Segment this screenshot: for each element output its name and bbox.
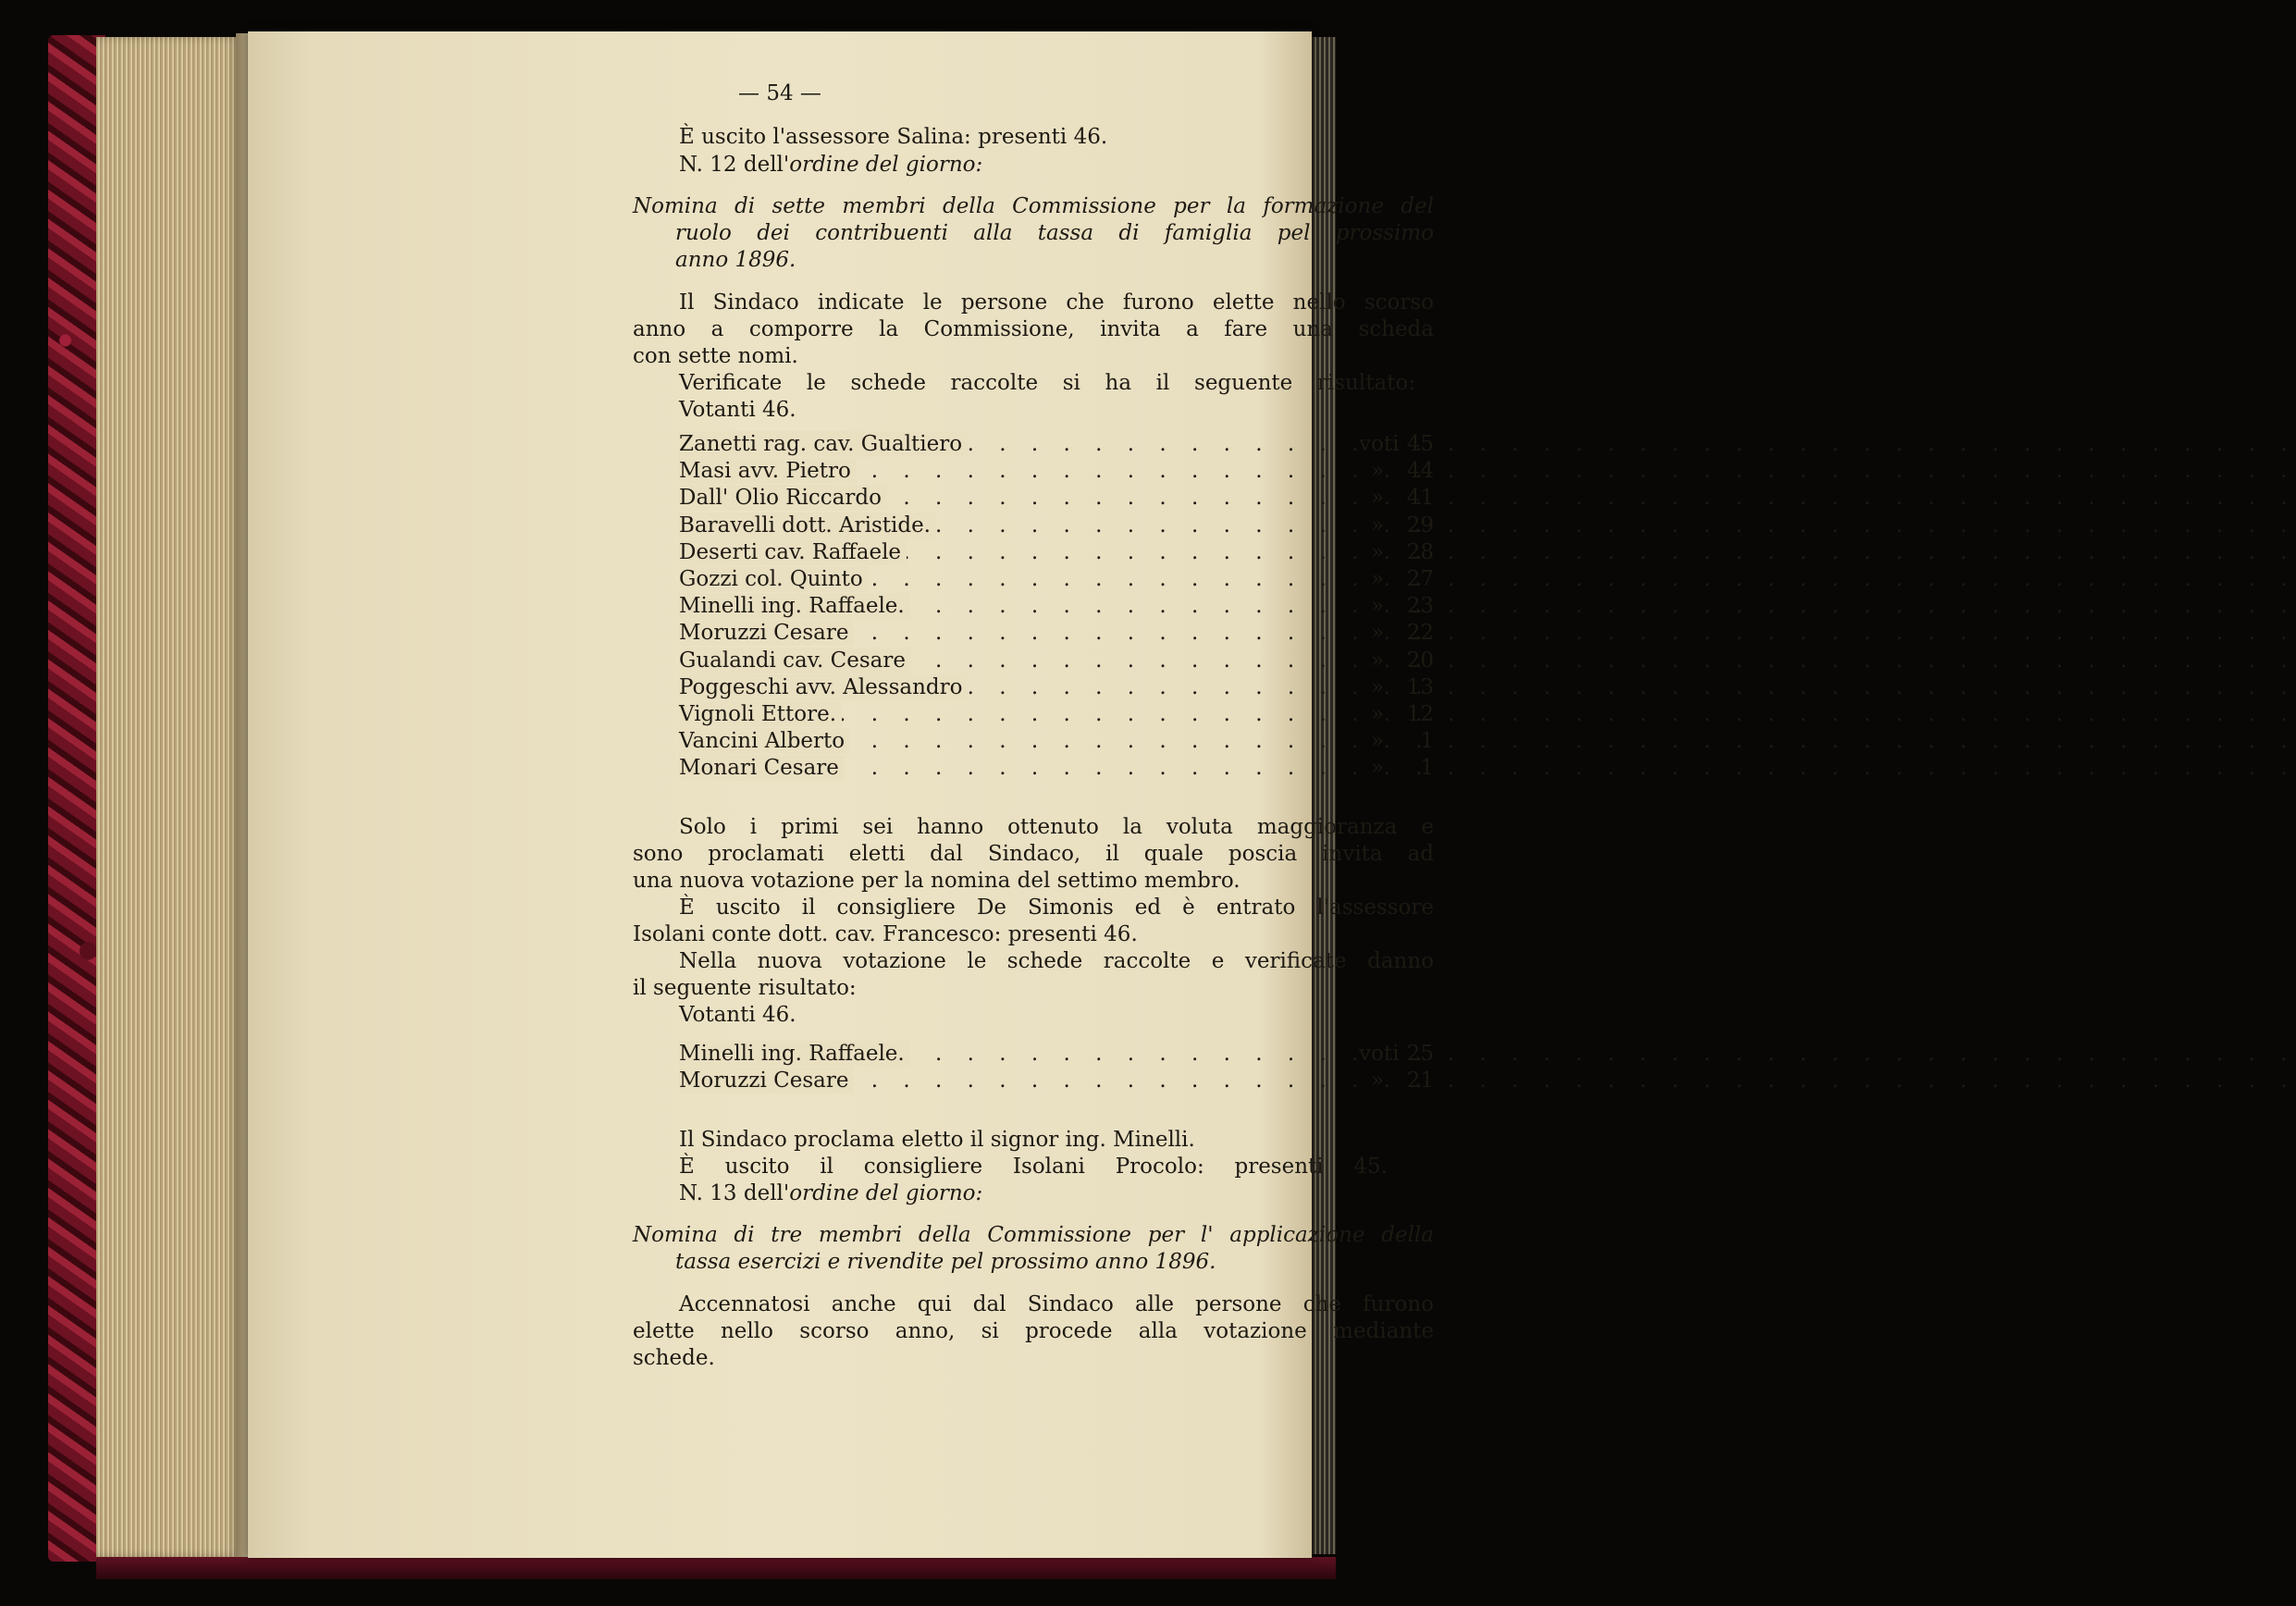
text-line: una nuova votazione per la nomina del settimo membro.	[633, 869, 1241, 893]
candidate-name: Baravelli dott. Aristide.	[679, 513, 936, 538]
vote-count: 44	[1406, 459, 1434, 484]
text-line: con sette nomi.	[633, 344, 798, 368]
votes-label: »	[1371, 459, 1385, 484]
votes-label: »	[1371, 621, 1385, 646]
candidate-name: Vignoli Ettore.	[679, 701, 842, 727]
candidate-name: Masi avv. Pietro	[679, 458, 857, 484]
text-line: schede.	[633, 1346, 715, 1370]
votes-label: voti	[1359, 432, 1400, 456]
vote-row	[679, 566, 1434, 592]
vote-row	[679, 701, 1434, 727]
vote-row	[679, 513, 1434, 538]
vote-count: 21	[1406, 1069, 1434, 1093]
candidate-name: Minelli ing. Raffaele.	[679, 1041, 910, 1067]
vote-row	[679, 485, 1434, 511]
vote-count: 27	[1406, 567, 1434, 591]
vote-row	[679, 593, 1434, 619]
vote-count: 45	[1406, 432, 1434, 456]
section-heading: Nomina di sette membri della Commissione per la formazione del	[633, 194, 1434, 218]
text-line: Il Sindaco indicate le persone che furono elette nello scorso	[679, 290, 1434, 315]
vote-row	[679, 728, 1434, 754]
votes-label: »	[1371, 539, 1385, 564]
votes-label: »	[1371, 1069, 1385, 1093]
candidate-name: Vancini Alberto	[679, 728, 850, 754]
text-line: anno a comporre la Commissione, invita a fare una scheda	[633, 317, 1434, 341]
text-line: Votanti 46.	[679, 1003, 796, 1027]
vote-row	[679, 431, 1434, 457]
votes-label: »	[1371, 756, 1385, 781]
candidate-name: Dall' Olio Riccardo	[679, 485, 887, 511]
votes-label: »	[1371, 648, 1385, 673]
votes-label: »	[1371, 594, 1385, 619]
vote-count: 1	[1420, 756, 1434, 781]
vote-count: 20	[1406, 648, 1434, 673]
candidate-name: Moruzzi Cesare	[679, 620, 854, 646]
text-line: sono proclamati eletti dal Sindaco, il quale poscia invita ad	[633, 842, 1434, 866]
book-page	[248, 31, 1434, 1558]
vote-count: 22	[1406, 621, 1434, 646]
candidate-name: Zanetti rag. cav. Gualtiero	[679, 431, 968, 457]
vote-row	[679, 674, 1434, 700]
vote-row	[679, 648, 1434, 673]
votes-label: »	[1371, 674, 1385, 699]
vote-count: 41	[1406, 486, 1434, 511]
vote-count: 13	[1406, 674, 1434, 699]
vote-row	[679, 458, 1434, 484]
text-line: Isolani conte dott. cav. Francesco: presenti 46.	[633, 922, 1138, 946]
candidate-name: Poggeschi avv. Alessandro	[679, 674, 968, 700]
candidate-name: Gualandi cav. Cesare	[679, 648, 911, 673]
section-heading: anno 1896.	[675, 248, 796, 272]
candidate-name: Monari Cesare	[679, 755, 845, 781]
section-heading: ruolo dei contribuenti alla tassa di famiglia pel prossimo	[675, 221, 1434, 245]
text-line: È uscito il consigliere De Simonis ed è entrato l'assessore	[679, 896, 1434, 920]
vote-row	[679, 755, 1434, 781]
vote-row	[679, 539, 1434, 565]
vote-row	[679, 620, 1434, 646]
candidate-name: Deserti cav. Raffaele	[679, 539, 907, 565]
text-line: Il Sindaco proclama eletto il signor ing. Minelli.	[679, 1128, 1195, 1152]
text-line: N. 12 dell'ordine del giorno:	[679, 153, 983, 177]
text-line: Accennatosi anche qui dal Sindaco alle persone che furono	[679, 1292, 1434, 1316]
votes-label: voti	[1359, 1042, 1400, 1066]
text-line: È uscito il consigliere Isolani Procolo: presenti 45.	[679, 1155, 1388, 1179]
text-line: Nella nuova votazione le schede raccolte e verificate danno	[679, 949, 1434, 973]
votes-label: »	[1371, 486, 1385, 511]
votes-label: »	[1371, 567, 1385, 591]
text-line: Verificate le schede raccolte si ha il seguente risultato:	[679, 371, 1415, 395]
votes-label: »	[1371, 729, 1385, 754]
page-number: — 54 —	[738, 81, 821, 105]
section-heading: Nomina di tre membri della Commissione per l' applicazione della	[633, 1223, 1434, 1247]
vote-count: 28	[1406, 539, 1434, 564]
vote-count: 29	[1406, 513, 1434, 537]
text-line: Solo i primi sei hanno ottenuto la voluta maggioranza e	[679, 815, 1434, 839]
bottom-cover-edge	[96, 1557, 1336, 1579]
text-line: Votanti 46.	[679, 398, 796, 422]
text-line: elette nello scorso anno, si procede alla votazione mediante	[633, 1319, 1434, 1343]
vote-row	[679, 1068, 1434, 1093]
vote-count: 23	[1406, 594, 1434, 619]
candidate-name: Moruzzi Cesare	[679, 1068, 854, 1093]
votes-label: »	[1371, 513, 1385, 537]
candidate-name: Gozzi col. Quinto	[679, 566, 869, 592]
candidate-name: Minelli ing. Raffaele.	[679, 593, 910, 619]
vote-count: 25	[1406, 1042, 1434, 1066]
page-edges	[96, 37, 240, 1557]
vote-count: 12	[1406, 702, 1434, 726]
vote-count: 1	[1420, 729, 1434, 754]
text-line: il seguente risultato:	[633, 976, 857, 1000]
text-line: È uscito l'assessore Salina: presenti 46.	[679, 125, 1108, 149]
votes-label: »	[1371, 702, 1385, 726]
section-heading: tassa esercizi e rivendite pel prossimo anno 1896.	[675, 1250, 1216, 1274]
text-line: N. 13 dell'ordine del giorno:	[679, 1181, 983, 1205]
vote-row	[679, 1041, 1434, 1067]
